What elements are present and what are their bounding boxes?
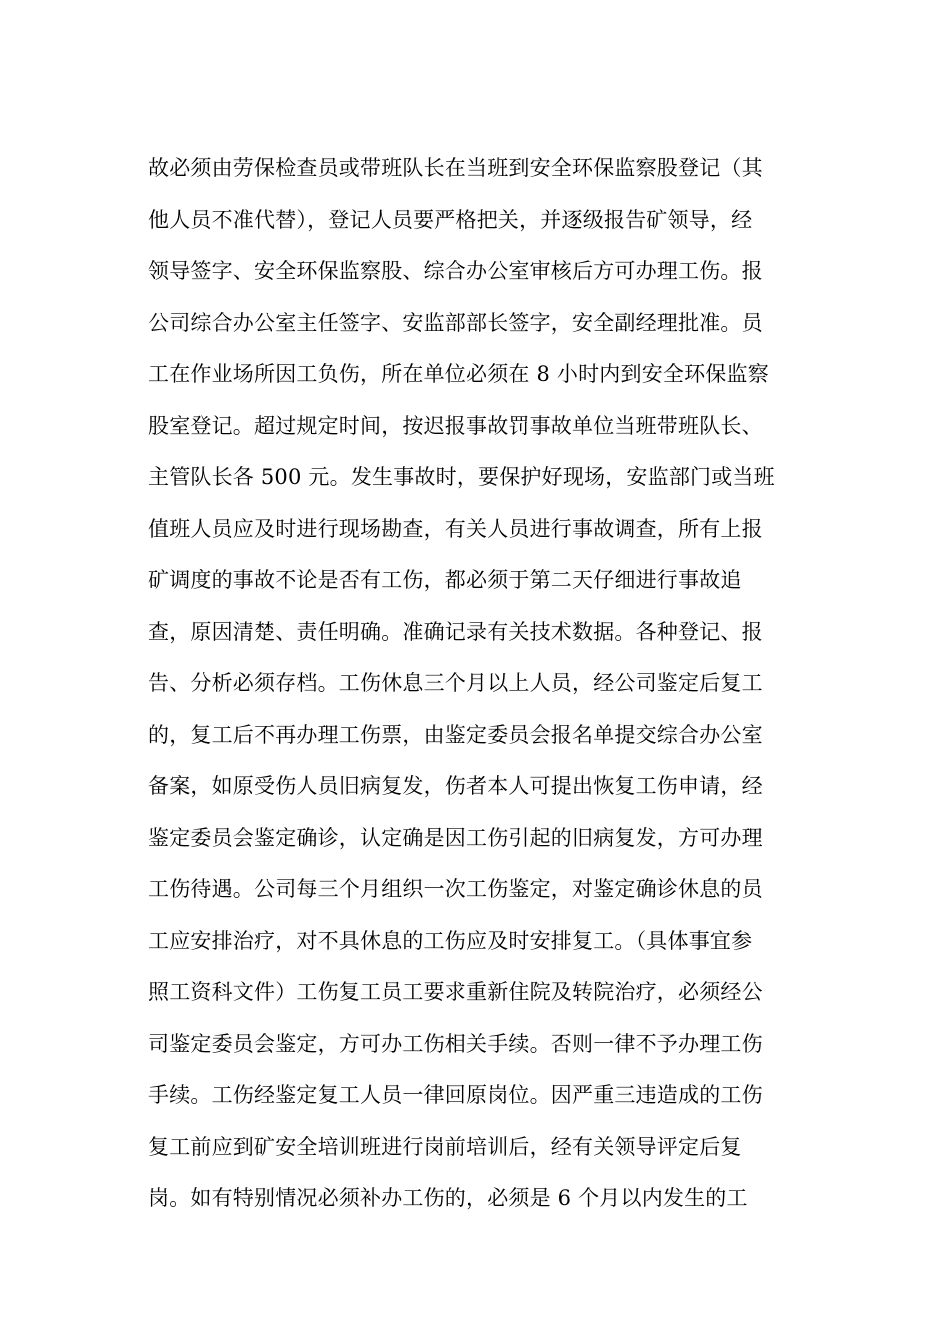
text-line: 工在作业场所因工负伤，所在单位必须在 8 小时内到安全环保监察 [148,362,769,386]
text-line: 的，复工后不再办理工伤票，由鉴定委员会报名单提交综合办公室 [148,722,763,747]
text-line: 领导签字、安全环保监察股、综合办公室审核后方可办理工伤。报 [148,259,763,283]
text-line: 备案，如原受伤人员旧病复发，伤者本人可提出恢复工伤申请，经 [148,774,763,798]
text-line: 照工资科文件）工伤复工员工要求重新住院及转院治疗，必须经公 [148,980,763,1004]
text-line: 鉴定委员会鉴定确诊，认定确是因工伤引起的旧病复发，方可办理 [148,825,763,850]
text-line: 工应安排治疗，对不具休息的工伤应及时安排复工。（具体事宜参 [148,928,753,953]
text-line: 股室登记。超过规定时间，按迟报事故罚事故单位当班带班队长、 [148,413,763,438]
text-line: 告、分析必须存档。工伤休息三个月以上人员，经公司鉴定后复工 [148,671,763,695]
text-line: 值班人员应及时进行现场勘查，有关人员进行事故调查，所有上报 [148,516,763,541]
text-line: 查，原因清楚、责任明确。准确记录有关技术数据。各种登记、报 [148,619,763,644]
text-line: 主管队长各 500 元。发生事故时，要保护好现场，安监部门或当班 [148,465,775,489]
text-line: 故必须由劳保检查员或带班队长在当班到安全环保监察股登记（其 [148,156,763,180]
text-line: 公司综合办公室主任签字、安监部部长签字，安全副经理批准。员 [148,310,763,335]
text-line: 岗。如有特别情况必须补办工伤的，必须是 6 个月以内发生的工 [148,1186,748,1210]
text-line: 复工前应到矿安全培训班进行岗前培训后，经有关领导评定后复 [148,1134,742,1159]
body-paragraph [148,143,813,1225]
text-line: 他人员不准代替），登记人员要严格把关，并逐级报告矿领导，经 [148,207,753,232]
text-line: 矿调度的事故不论是否有工伤，都必须于第二天仔细进行事故追 [148,568,742,592]
text-line: 工伤待遇。公司每三个月组织一次工伤鉴定，对鉴定确诊休息的员 [148,877,763,901]
text-line: 手续。工伤经鉴定复工人员一律回原岗位。因严重三违造成的工伤 [148,1083,763,1107]
text-line: 司鉴定委员会鉴定，方可办工伤相关手续。否则一律不予办理工伤 [148,1031,763,1056]
